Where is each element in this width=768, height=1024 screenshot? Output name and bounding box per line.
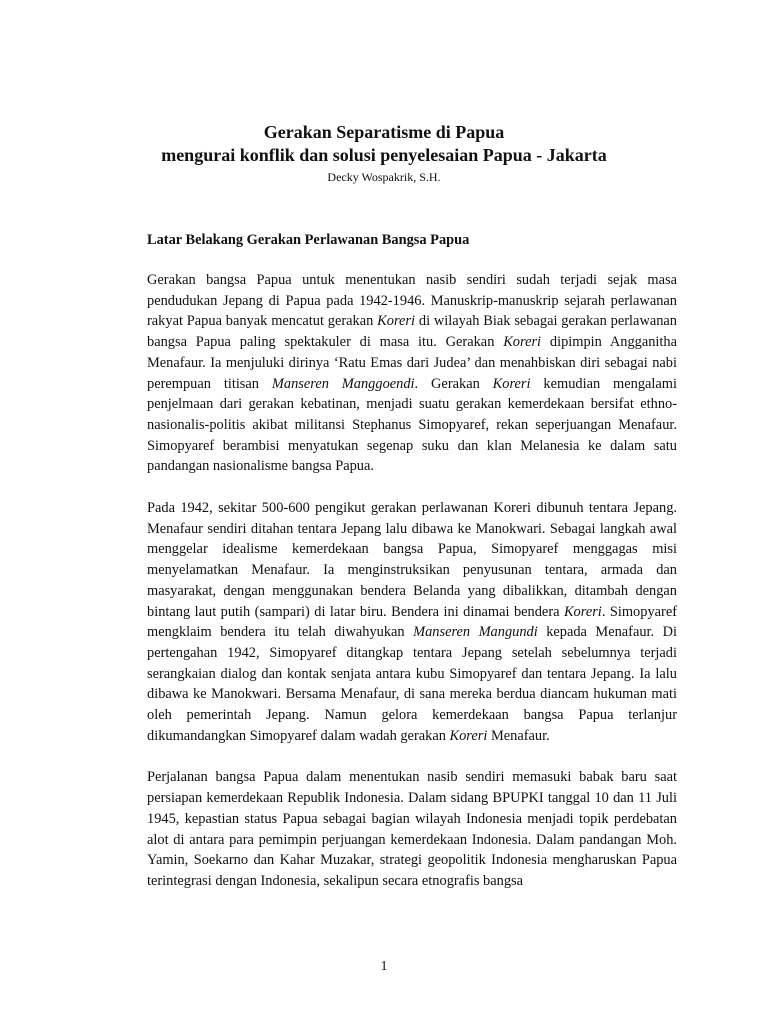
body-paragraph <box>147 270 677 477</box>
document-title-line-1: Gerakan Separatisme di Papua <box>263 122 505 142</box>
paragraph-text: Perjalanan bangsa Papua dalam menentukan nasib sendiri memasuki babak baru saat persiapan kemerdekaan Republik Indonesia. Dalam sidang BPUPKI tanggal 10 dan 11 Juli 1945, kepastian status Papua sebagai bagian wilayah Indonesia menjadi topik perdebatan alot di antara para pemimpin perjuangan kemerdekaan Indonesia. Dalam pandangan Moh. Yamin, Soekarno dan Kahar Muzakar, strategi geopolitik Indonesia mengharuskan Papua terintegrasi dengan Indonesia, sekalipun secara etnografis bangsa <box>147 769 677 889</box>
paragraph-text: kemudian mengalami penjelmaan dari gerakan kebatinan, menjadi suatu gerakan kemerdekaan bersifat ethno-nasionalis-politis akibat militansi Stephanus Simopyaref, rekan seperjuangan Menafaur. Simopyaref berambisi menyatukan segenap suku dan klan Melanesia ke dalam satu pandangan nasionalisme bangsa Papua. <box>147 375 677 475</box>
document-body <box>147 230 677 913</box>
document-title-line-2: mengurai konflik dan solusi penyelesaian Papua - Jakarta <box>161 145 607 165</box>
italic-term: Koreri <box>492 375 531 392</box>
body-paragraph <box>147 498 677 746</box>
paragraph-text: di wilayah Biak sebagai gerakan perlawanan bangsa Papua paling spektakuler di masa itu. Gerakan <box>147 313 678 351</box>
paragraph-text: Menafaur. <box>487 727 550 744</box>
italic-term: Koreri <box>563 603 602 620</box>
paragraph-text: . Simopyaref mengklaim bendera itu telah diwahyukan <box>147 603 677 641</box>
italic-term: Koreri <box>377 313 416 330</box>
document-header <box>0 121 768 185</box>
italic-term: Koreri <box>503 334 542 351</box>
italic-term: Koreri <box>449 727 488 744</box>
section-heading: Latar Belakang Gerakan Perlawanan Bangsa Papua <box>147 232 470 248</box>
paragraph-text: . Gerakan <box>414 375 493 392</box>
paragraph-list <box>147 270 677 892</box>
paragraph-text: Gerakan bangsa Papua untuk menentukan nasib sendiri sudah terjadi sejak masa pendudukan Jepang di Papua pada 1942-1946. Manuskrip-manuskrip sejarah perlawanan rakyat Papua banyak mencatut gerakan <box>147 272 677 330</box>
paragraph-text: dipimpin Angganitha Menafaur. Ia menjuluki dirinya ‘Ratu Emas dari Judea’ dan menahbiskan diri sebagai nabi perempuan titisan <box>147 334 677 392</box>
paragraph-text: Pada 1942, sekitar 500-600 pengikut gerakan perlawanan Koreri dibunuh tentara Jepang. Menafaur sendiri ditahan tentara Jepang lalu dibawa ke Manokwari. Sebagai langkah awal menggelar idealisme kemerdekaan bangsa Papua, Simopyaref menggagas misi menyelamatkan Menafaur. Ia menginstruksikan penyusunan tentara, armada dan masyarakat, dengan menggunakan bendera Belanda yang dibalikkan, ditambah dengan bintang laut putih (sampari) di latar biru. Bendera ini dinamai bendera <box>147 500 677 620</box>
italic-term: Manseren Manggoendi <box>271 375 415 392</box>
body-paragraph <box>147 767 677 891</box>
page-number: 1 <box>380 959 388 974</box>
document-author: Decky Wospakrik, S.H. <box>327 170 441 184</box>
paragraph-text: kepada Menafaur. Di pertengahan 1942, Simopyaref ditangkap tentara Jepang setelah sebelumnya terjadi serangkaian dialog dan kontak senjata antara kubu Simopyaref dan tentara Jepang. Ia lalu dibawa ke Manokwari. Bersama Menafaur, di sana mereka berdua diancam hukuman mati oleh pemerintah Jepang. Namun gelora kemerdekaan bangsa Papua terlanjur dikumandangkan Simopyaref dalam wadah gerakan <box>147 624 677 744</box>
italic-term: Manseren Mangundi <box>413 624 538 641</box>
